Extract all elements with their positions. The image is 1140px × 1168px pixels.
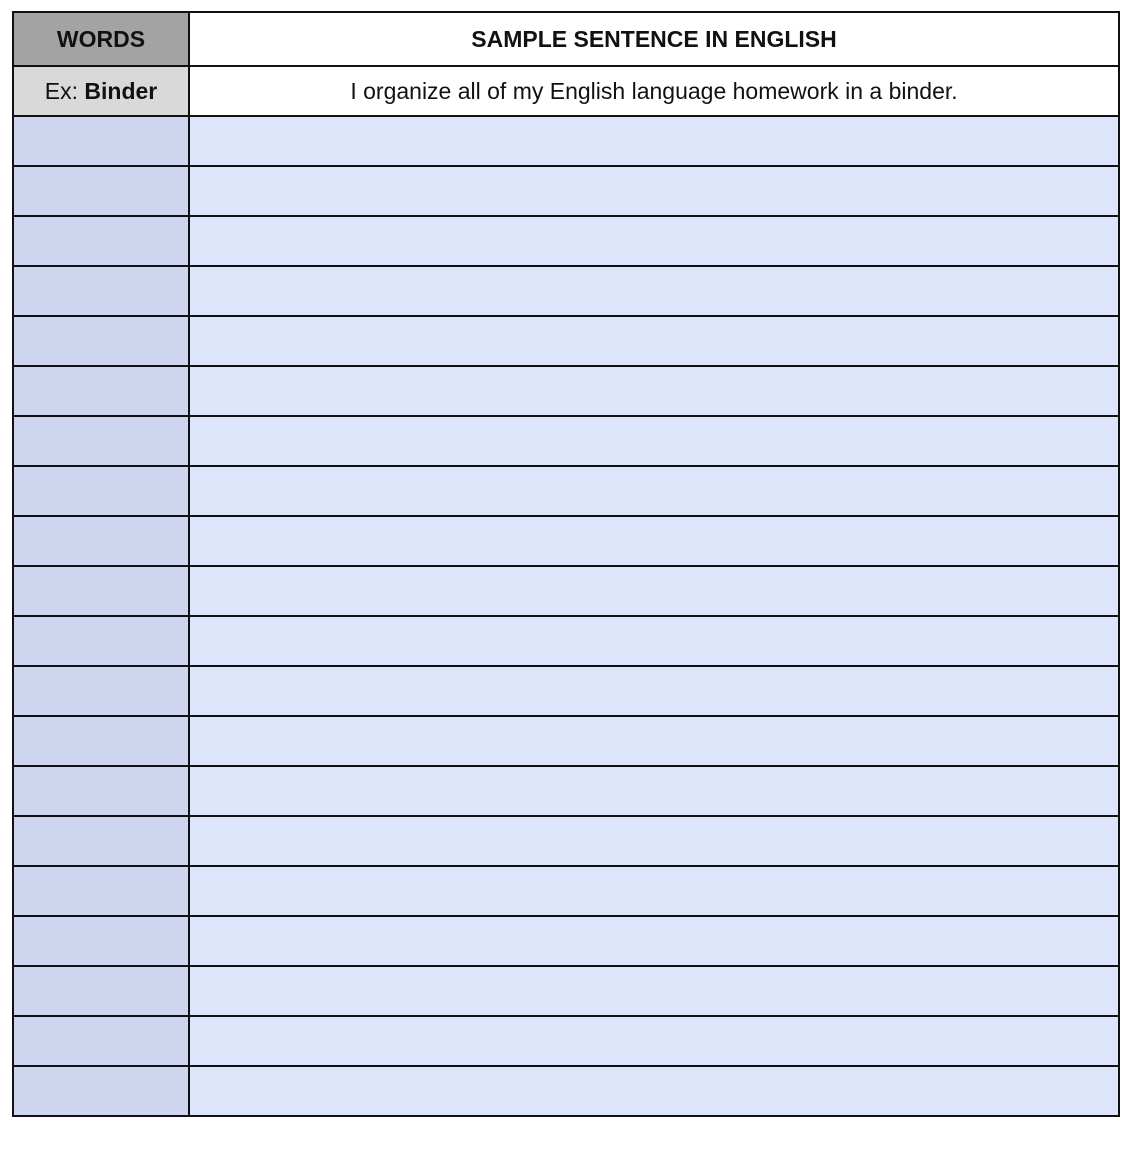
- word-entry-cell[interactable]: [13, 166, 189, 216]
- table-row: [13, 966, 1119, 1016]
- word-entry-cell[interactable]: [13, 1016, 189, 1066]
- sentence-entry-cell[interactable]: [189, 616, 1119, 666]
- table-row: [13, 666, 1119, 716]
- word-entry-cell[interactable]: [13, 266, 189, 316]
- table-row: [13, 1016, 1119, 1066]
- worksheet-body: [13, 12, 1119, 1116]
- word-entry-cell[interactable]: [13, 766, 189, 816]
- word-entry-cell[interactable]: [13, 516, 189, 566]
- sentence-entry-cell[interactable]: [189, 866, 1119, 916]
- table-row: [13, 566, 1119, 616]
- example-sentence-cell: I organize all of my English language homework in a binder.: [189, 66, 1119, 116]
- word-entry-cell[interactable]: [13, 366, 189, 416]
- table-row: [13, 916, 1119, 966]
- word-entry-cell[interactable]: [13, 666, 189, 716]
- sentence-entry-cell[interactable]: [189, 166, 1119, 216]
- word-entry-cell[interactable]: [13, 616, 189, 666]
- example-word: Binder: [84, 77, 158, 104]
- table-row: [13, 266, 1119, 316]
- sentence-column-header: SAMPLE SENTENCE IN ENGLISH: [189, 12, 1119, 66]
- table-row: [13, 516, 1119, 566]
- word-entry-cell[interactable]: [13, 216, 189, 266]
- word-entry-cell[interactable]: [13, 566, 189, 616]
- sentence-entry-cell[interactable]: [189, 416, 1119, 466]
- sentence-entry-cell[interactable]: [189, 1016, 1119, 1066]
- sentence-entry-cell[interactable]: [189, 716, 1119, 766]
- table-row: [13, 466, 1119, 516]
- word-entry-cell[interactable]: [13, 466, 189, 516]
- table-row: [13, 216, 1119, 266]
- sentence-entry-cell[interactable]: [189, 466, 1119, 516]
- example-row: [13, 66, 1119, 116]
- table-row: [13, 616, 1119, 666]
- word-entry-cell[interactable]: [13, 966, 189, 1016]
- table-row: [13, 766, 1119, 816]
- word-entry-cell[interactable]: [13, 316, 189, 366]
- word-entry-cell[interactable]: [13, 866, 189, 916]
- sentence-entry-cell[interactable]: [189, 116, 1119, 166]
- sentence-entry-cell[interactable]: [189, 966, 1119, 1016]
- table-row: [13, 866, 1119, 916]
- words-column-header: WORDS: [13, 12, 189, 66]
- sentence-entry-cell[interactable]: [189, 266, 1119, 316]
- sentence-entry-cell[interactable]: [189, 766, 1119, 816]
- word-entry-cell[interactable]: [13, 916, 189, 966]
- sentence-entry-cell[interactable]: [189, 216, 1119, 266]
- header-row: [13, 12, 1119, 66]
- word-entry-cell[interactable]: [13, 816, 189, 866]
- sentence-entry-cell[interactable]: [189, 566, 1119, 616]
- sentence-entry-cell[interactable]: [189, 366, 1119, 416]
- table-row: [13, 116, 1119, 166]
- sentence-entry-cell[interactable]: [189, 666, 1119, 716]
- sentence-entry-cell[interactable]: [189, 816, 1119, 866]
- table-row: [13, 416, 1119, 466]
- table-row: [13, 716, 1119, 766]
- example-word-cell: [13, 66, 189, 116]
- sentence-entry-cell[interactable]: [189, 516, 1119, 566]
- sentence-entry-cell[interactable]: [189, 1066, 1119, 1116]
- example-prefix: Ex:: [44, 77, 78, 104]
- table-row: [13, 166, 1119, 216]
- word-entry-cell[interactable]: [13, 716, 189, 766]
- sentence-entry-cell[interactable]: [189, 316, 1119, 366]
- table-row: [13, 316, 1119, 366]
- sentence-entry-cell[interactable]: [189, 916, 1119, 966]
- vocabulary-worksheet-table: [12, 11, 1120, 1117]
- table-row: [13, 366, 1119, 416]
- table-row: [13, 816, 1119, 866]
- word-entry-cell[interactable]: [13, 116, 189, 166]
- word-entry-cell[interactable]: [13, 416, 189, 466]
- word-entry-cell[interactable]: [13, 1066, 189, 1116]
- table-row: [13, 1066, 1119, 1116]
